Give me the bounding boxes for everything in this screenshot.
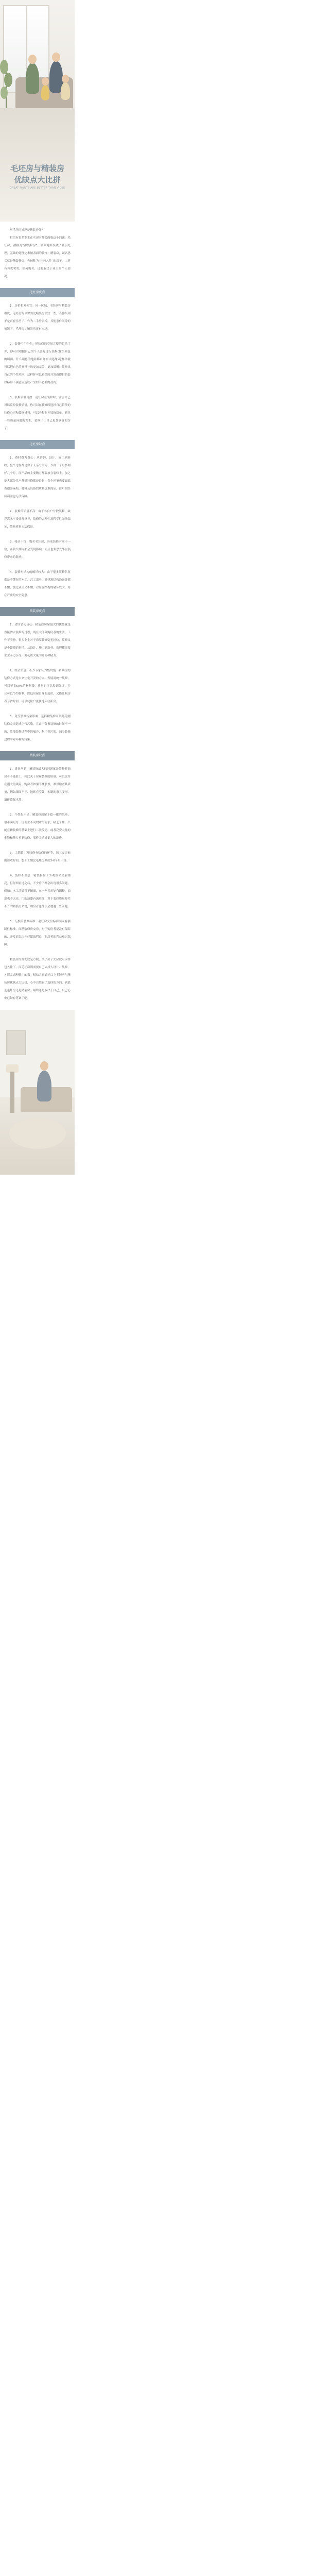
section-header-finished-cons: 精装房缺点 [0, 751, 75, 760]
hero-subtitle: GREAT FAULTS ARE BETTER THAN VICES [9, 187, 65, 190]
living-room-photo [0, 1010, 75, 1175]
item-text: 2、经济实惠：不少专家认为集约型一步到位的装修方式是未来住宅开发的方向。发展商统一装修，可以节省50%的材料费，质量也可以得到保证，并且可以节约材料，降低房屋自身的造价，又能让购房者节省时间，可以使住户更快地入住新房。 [4, 669, 71, 703]
section-item [4, 302, 71, 333]
section-item [4, 569, 71, 600]
section-item [4, 811, 71, 842]
item-text: 1、质量问题：精装修最大的问题就是装修时购房者不能监工，因此关于房屋装修的质量，可以说存在很大的风险。购房者如果不懂装修，难以检查其质量，例如墙面不平、地砖有空鼓、木制的家具变形、墙体渗漏水等。 [4, 768, 71, 802]
article-body [0, 222, 75, 1003]
section-item [4, 454, 71, 501]
section-item [4, 766, 71, 804]
section-item [4, 394, 71, 433]
item-text: 4、装修不理想：精装修房子外观效果美丽漂亮，但仔细看过之后，不少房子都会出现很多问题，例如：木工活做得不精细，在一些拐角处有粗糙、油漆也不太亮，门的油漆有流痕等，对于装修质量参差不齐的精装房来说，购房者也往往会遭遇一些问题。 [4, 874, 71, 908]
item-text: 3、噪音干扰：购买毛坯房，各家装修时间不一致，在较长期内都会受到影响，而且也要忍受邻居装修带来的影响。 [4, 540, 71, 559]
item-text: 1、房价相对便宜：同一区域，毛坯房与精装房相比，毛坯房的单价要比精装房便宜一些，若你买到不是首套住房了，作为二手房卖掉，其他条件同等的情况下，毛坯房比精装房更有市场。 [4, 304, 71, 331]
section-item [4, 850, 71, 865]
item-text: 5、无相关装修标准：毛坯房交房标准国家有强制性标准，而精装修房交房，对于购房者是没有保障的，开发商以次充好谋取利益，购房者的利益难以保障。 [4, 920, 71, 946]
floor-lamp-image [10, 1072, 14, 1113]
hero-title-line1: 毛坯房与精装房 [10, 164, 64, 173]
family-member-image [41, 85, 49, 100]
item-text: 3、工期长：精装修有装修的环节，加上交房前的验收时间，整个工期比毛坯房多出3-6个月不等。 [4, 852, 71, 862]
family-member-head [52, 53, 60, 62]
section-item [4, 918, 71, 949]
item-text: 2、装修的质量不高：由于各自户分散装修，缺乏高水平设计师指导，装修的合理性及科学性无法保证，装修质量无法保证。 [4, 510, 71, 529]
section-item [4, 621, 71, 660]
item-text: 2、个性化不足：精装修房屋千篇一律的风格，很难满足每一位业主不同的审美需求，缺乏个性，只能在精装修的基础上进行二次改造，或者花费大量的金钱和精力重新装修，那样会造成更大的浪费。 [4, 814, 71, 840]
item-text: 2、装修可个性化：把装修的空间完整的留给了你，你可以根据自己的个人喜好进行装修(什么颜色的墙面、什么颜色的地砖都由你自由选择)这样你就可以把自己的家设计的更加完美，更加温馨；装修出自己的个性风格，这样你可以避免因开发商提供的装修标准不满意而造成产生的不必要的浪费。 [4, 343, 71, 384]
person-image [37, 1071, 51, 1101]
family-member-head [42, 77, 49, 86]
picture-frame-image [6, 1030, 26, 1055]
hero-title-line2: 优缺点大比拼 [14, 175, 61, 184]
item-text: 4、装修对结构的破坏较大：由于很多装修队伍都是不懂行的木工、瓦工出身，对建筑结构设备等都不懂，加之业主又不懂，对房屋结构的破坏较大，存在严重的安全隐患。 [4, 571, 71, 597]
item-text: 3、装修质量可控：毛坯房在装修时，业主自己可以监控装修质量，你可以在装修时选择自己信任的装修公司和装修材料，可以全程监控装修质量，避免一些质量问题的发生，装修出让自己更加满意的房子。 [4, 396, 71, 430]
section-item [4, 508, 71, 531]
item-text: 3、免受装修污染影响：选择精装修可以避免刚装修完而造成空气污染，且由于各家装修的时间不一致，免受装修过程中的噪音、粉尘等污染，减少装修过程中对环境的污染。 [4, 715, 71, 741]
family-member-image [61, 82, 70, 100]
conclusion-paragraph: 精装房的好处就是方便，买了房子交房就可以拎包入住了，而毛坯房则需要自己去找人设计、装修，才能完成理想中的家。相信大家通过以上毛坯房与精装房优缺点大比拼，心中自然有了选择的方向，到底选毛坯房还是精装房，最终还是取决于自己，自己心中已经有答案了吧。 [4, 958, 71, 1000]
section-item [4, 667, 71, 706]
item-text: 1、费时费力费心：从咨询、设计、施工到验收，整个过程都是你个人亲力亲为，少则一个月多则好几个月，而产品的主要精力都要放在装修上，加之绝大部分住户都对装修都是外行，各个环节也要面临着很多麻烦，材料及设备的质量也难保证，住户的经济利益也无法保障。 [4, 456, 71, 498]
family-member-image [26, 63, 39, 94]
section-header-rough-pros: 毛坯房优点 [0, 288, 75, 297]
intro-question: 买毛坯房好还是精装房好？ [10, 229, 45, 232]
family-member-head [62, 75, 69, 83]
item-text: 1、省时省力省心：精装修房屋最大的优势就是直接省去装修的过程，现在大部分购房者的生活、工作节奏快，很多业主对于房屋装修毫无经验，装修又是个繁琐的事情，从设计、施工到选材、监理都需要业主亲力亲为，要花费大量的时间和精力。 [4, 623, 71, 657]
family-member-head [28, 55, 37, 64]
section-header-finished-pros: 精装房优点 [0, 607, 75, 616]
person-head [40, 1061, 48, 1071]
section-item [4, 713, 71, 744]
section-item [4, 872, 71, 911]
hero-banner [0, 0, 75, 222]
intro-paragraph: 相信有很多业主在买房时都会面临这个问题：毛坯房，被称为“初装修房”，墙面地面仅做了基层处理，基础的处理完未做表面的装饰；精装房，顾名思义就是精装修房，也被称为“拎包入住”的房子。二者各有优劣势，如何购买，还要取决于业主的个人情况。 [4, 236, 71, 278]
rug-image [9, 1118, 66, 1149]
section-header-rough-cons: 毛坯房缺点 [0, 440, 75, 449]
article-page [0, 0, 75, 2576]
section-item [4, 538, 71, 562]
section-item [4, 341, 71, 387]
